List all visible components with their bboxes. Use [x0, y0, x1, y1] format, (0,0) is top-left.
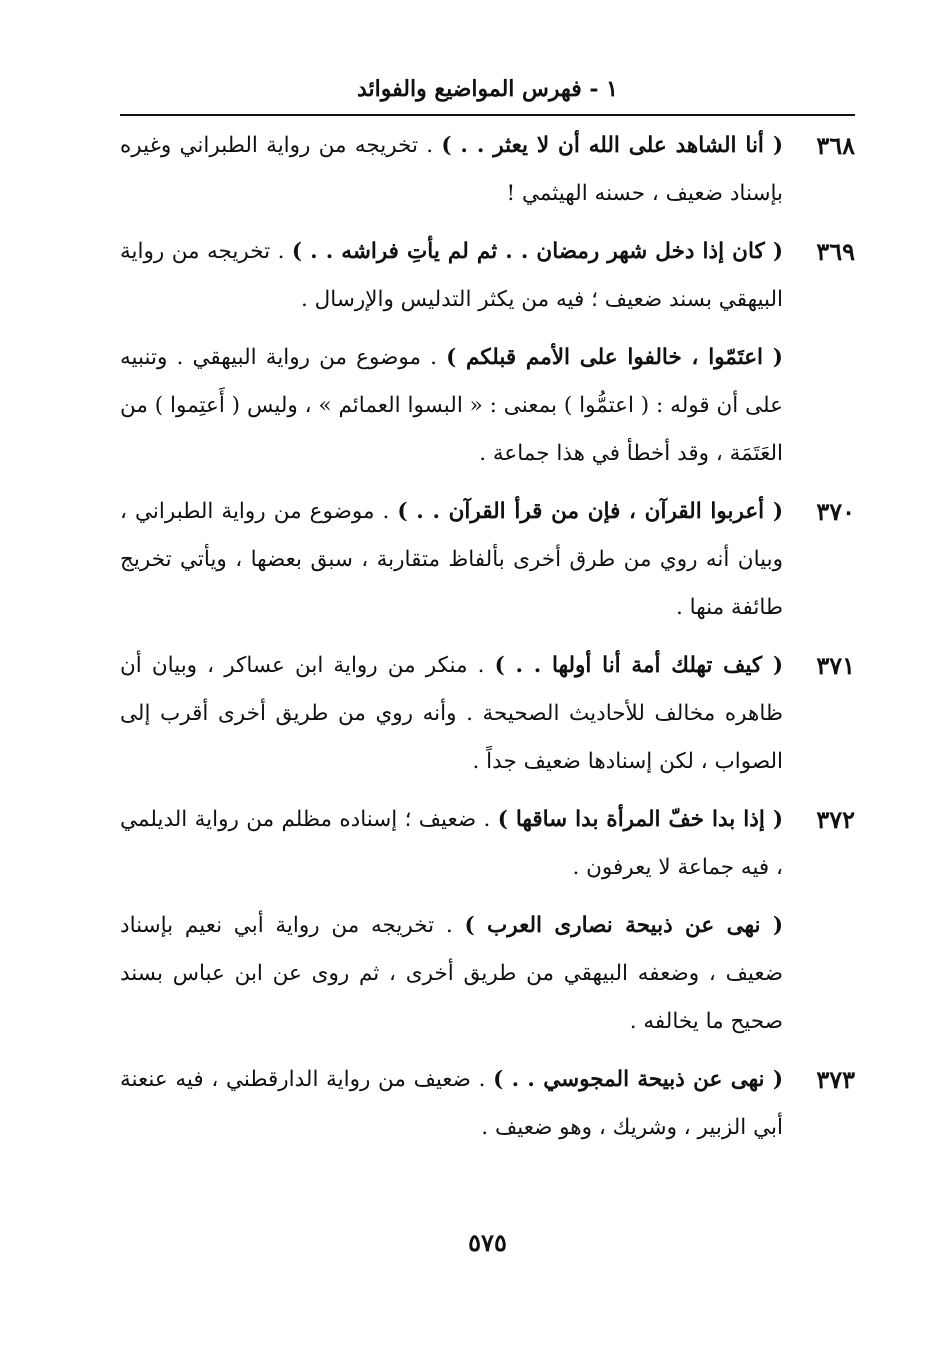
entry-paragraph: [120, 122, 783, 218]
hadith-quote: ( كان إذا دخل شهر رمضان . . ثم لم يأتِ فراشه . . ): [291, 239, 784, 264]
entry-paragraph: [120, 488, 783, 632]
hadith-quote: ( إذا بدا خفّ المرأة بدا ساقها ): [497, 807, 783, 832]
entry-text: . منكر من رواية ابن عساكر ، وبيان أن ظاهره مخالف للأحاديث الصحيحة . وأنه روي من طريق أخرى أقرب إلى الصواب ، لكن إسنادها ضعيف جداً .: [120, 653, 783, 774]
entry-body: [120, 642, 783, 786]
index-entry: [120, 796, 855, 1046]
entry-number: ٣٧٢: [816, 805, 855, 834]
index-entry: [120, 488, 855, 632]
entry-paragraph: [120, 902, 783, 1046]
hadith-quote: ( أعربوا القرآن ، فإن من قرأ القرآن . . ): [397, 499, 783, 524]
page-number: ٥٧٥: [468, 1228, 507, 1257]
entry-number: ٣٧٣: [816, 1065, 855, 1094]
entry-text: . تخريجه من رواية أبي نعيم بإسناد ضعيف ، وضعفه البيهقي من طريق أخرى ، ثم روى عن ابن عباس بسند صحيح ما يخالفه .: [120, 913, 783, 1034]
entry-body: [120, 122, 783, 218]
entry-number: ٣٦٩: [816, 237, 855, 266]
index-entry: [120, 122, 855, 218]
index-entry: [120, 642, 855, 786]
entry-paragraph: [120, 1056, 783, 1152]
hadith-quote: ( كيف تهلك أمة أنا أولها . . ): [494, 653, 784, 678]
entry-body: [120, 488, 783, 632]
entry-paragraph: [120, 334, 783, 478]
hadith-quote: ( نهى عن ذبيحة المجوسي . . ): [493, 1067, 783, 1092]
entry-text: . تخريجه من رواية البيهقي بسند ضعيف ؛ فيه من يكثر التدليس والإرسال .: [120, 239, 783, 312]
entry-number: ٣٧٠: [816, 497, 855, 526]
entry-body: [120, 796, 783, 1046]
entry-text: . ضعيف ؛ إسناده مظلم من رواية الديلمي ، فيه جماعة لا يعرفون .: [120, 807, 783, 880]
entry-number: ٣٧١: [816, 651, 855, 680]
index-content: [120, 122, 855, 1162]
header-divider: [120, 114, 855, 116]
index-entry: [120, 1056, 855, 1152]
entry-text: . موضوع من رواية البيهقي . وتنبيه على أن قوله : ( اعتمُّوا ) بمعنى : « البسوا العمائم » ، وليس ( أَعتِموا ) من العَتَمَة ، وقد أخطأ في هذا جماعة .: [120, 345, 783, 466]
hadith-quote: ( اعتَمّوا ، خالفوا على الأمم قبلكم ): [446, 345, 783, 370]
entry-text: . تخريجه من رواية الطبراني وغيره بإسناد ضعيف ، حسنه الهيثمي !: [120, 133, 783, 206]
index-entry: [120, 228, 855, 478]
entry-text: . ضعيف من رواية الدارقطني ، فيه عنعنة أبي الزبير ، وشريك ، وهو ضعيف .: [120, 1067, 783, 1140]
entry-paragraph: [120, 796, 783, 892]
entry-paragraph: [120, 228, 783, 324]
entry-body: [120, 1056, 783, 1152]
page-header-title: ١ - فهرس المواضيع والفوائد: [356, 76, 618, 102]
entry-paragraph: [120, 642, 783, 786]
entry-body: [120, 228, 783, 478]
entry-text: . موضوع من رواية الطبراني ، وبيان أنه روي من طرق أخرى بألفاظ متقاربة ، سبق بعضها ، ويأتي تخريج طائفة منها .: [120, 499, 783, 620]
hadith-quote: ( نهى عن ذبيحة نصارى العرب ): [464, 913, 783, 938]
hadith-quote: ( أنا الشاهد على الله أن لا يعثر . . ): [441, 133, 783, 158]
entry-number: ٣٦٨: [816, 131, 855, 160]
